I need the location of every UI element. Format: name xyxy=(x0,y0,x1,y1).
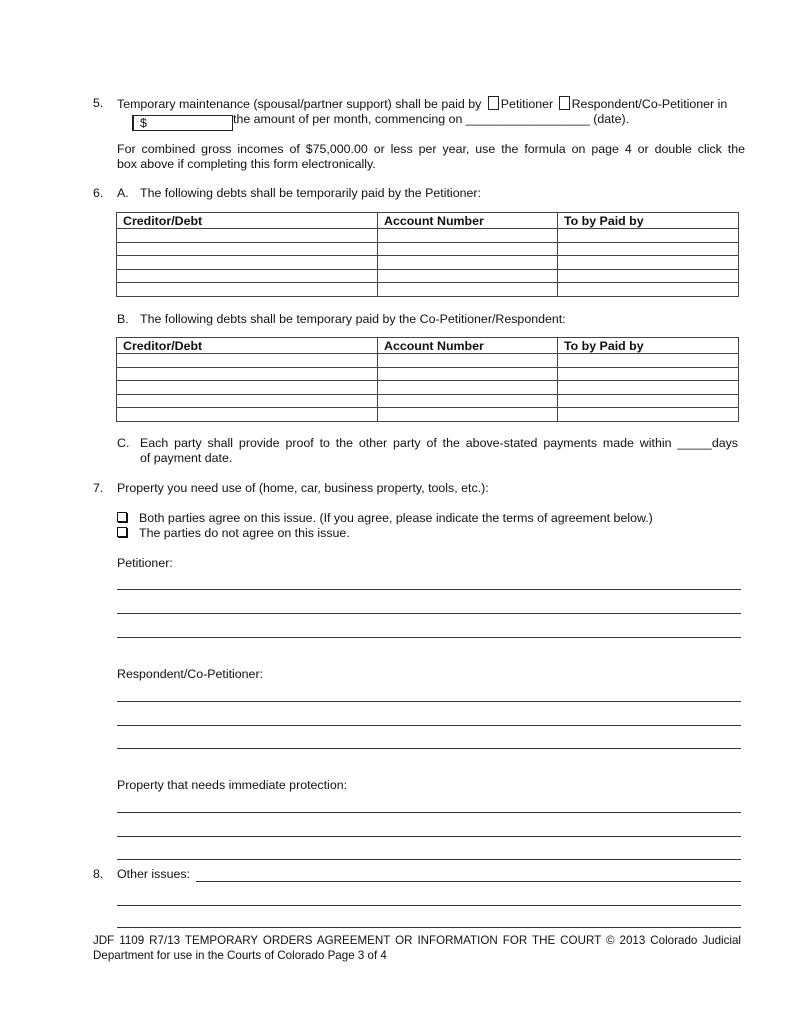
petitioner-label: Petitioner: xyxy=(117,556,173,570)
respondent-blank-line[interactable] xyxy=(117,725,741,726)
table-cell[interactable] xyxy=(378,367,558,381)
respondent-option-label: Respondent/Co-Petitioner in xyxy=(571,97,728,111)
table-row xyxy=(117,256,739,270)
table-cell[interactable] xyxy=(378,408,558,422)
table-row xyxy=(117,354,739,368)
header-to-be-paid-by: To by Paid by xyxy=(558,338,739,354)
petitioner-blank-line[interactable] xyxy=(117,637,741,638)
table-cell[interactable] xyxy=(117,381,378,395)
respondent-checkbox[interactable] xyxy=(559,96,570,110)
protection-blank-line[interactable] xyxy=(117,812,741,813)
header-creditor-debt: Creditor/Debt xyxy=(117,213,378,229)
respondent-blank-line[interactable] xyxy=(117,701,741,702)
table-cell[interactable] xyxy=(117,367,378,381)
table-cell[interactable] xyxy=(117,394,378,408)
disagree-checkbox[interactable] xyxy=(117,527,127,537)
table-cell[interactable] xyxy=(378,354,558,368)
table-header-row xyxy=(117,213,739,229)
page-footer xyxy=(93,933,743,963)
table-cell[interactable] xyxy=(117,256,378,270)
table-cell[interactable] xyxy=(378,394,558,408)
dollar-sign: $ xyxy=(140,116,147,130)
item-6b-text: The following debts shall be temporary paid by the Co-Petitioner/Respondent: xyxy=(140,312,566,326)
header-account-number: Account Number xyxy=(378,213,558,229)
agree-option-label: Both parties agree on this issue. (If you agree, please indicate the terms of agreement below.) xyxy=(139,511,653,525)
item-5-note-line-2: box above if completing this form electronically. xyxy=(117,157,376,171)
table-cell[interactable] xyxy=(558,354,739,368)
item-6a-label: A. xyxy=(117,186,129,200)
agree-checkbox[interactable] xyxy=(117,512,127,522)
other-issues-blank-line[interactable] xyxy=(117,905,741,906)
maintenance-amount-field[interactable] xyxy=(132,115,233,131)
other-issues-blank-line[interactable] xyxy=(117,927,741,928)
table-cell[interactable] xyxy=(378,229,558,243)
table-cell[interactable] xyxy=(378,381,558,395)
respondent-debts-table xyxy=(116,337,739,422)
item-6b-label: B. xyxy=(117,312,129,326)
protection-label: Property that needs immediate protection: xyxy=(117,778,348,792)
table-cell[interactable] xyxy=(117,229,378,243)
petitioner-option-label: Petitioner xyxy=(500,97,554,111)
item-5-amount-text: the amount of per month, commencing on __________________ (date). xyxy=(233,112,630,126)
table-cell[interactable] xyxy=(378,269,558,283)
item-6a-text: The following debts shall be temporarily paid by the Petitioner: xyxy=(140,186,481,200)
table-cell[interactable] xyxy=(378,283,558,297)
table-cell[interactable] xyxy=(558,367,739,381)
disagree-option-label: The parties do not agree on this issue. xyxy=(139,526,350,540)
item-8-number: 8. xyxy=(93,867,104,881)
disagree-option[interactable] xyxy=(117,526,350,540)
table-row xyxy=(117,381,739,395)
footer-line-2: Department for use in the Courts of Colorado Page 3 of 4 xyxy=(93,949,387,962)
table-cell[interactable] xyxy=(558,408,739,422)
table-cell[interactable] xyxy=(558,269,739,283)
respondent-blank-line[interactable] xyxy=(117,748,741,749)
table-row xyxy=(117,408,739,422)
table-cell[interactable] xyxy=(117,354,378,368)
agree-option[interactable] xyxy=(117,511,653,525)
petitioner-blank-line[interactable] xyxy=(117,589,741,590)
item-5-number: 5. xyxy=(93,96,104,110)
table-row xyxy=(117,367,739,381)
table-header-row xyxy=(117,338,739,354)
table-cell[interactable] xyxy=(558,394,739,408)
item-6c-text-line-1: Each party shall provide proof to the other party of the above-stated payments made within _____days xyxy=(140,436,738,450)
table-cell[interactable] xyxy=(117,242,378,256)
item-7-number: 7. xyxy=(93,481,104,495)
table-cell[interactable] xyxy=(117,408,378,422)
item-6c-label: C. xyxy=(117,436,130,450)
table-cell[interactable] xyxy=(117,269,378,283)
table-row xyxy=(117,283,739,297)
header-creditor-debt: Creditor/Debt xyxy=(117,338,378,354)
table-cell[interactable] xyxy=(117,283,378,297)
table-row xyxy=(117,242,739,256)
other-issues-blank-line[interactable] xyxy=(196,881,741,882)
table-row xyxy=(117,229,739,243)
item-5-note-line-1: For combined gross incomes of $75,000.00 or less per year, use the formula on page 4 or double click the xyxy=(117,142,745,156)
table-cell[interactable] xyxy=(558,256,739,270)
petitioner-checkbox[interactable] xyxy=(488,96,499,110)
item-6c-text-line-2: of payment date. xyxy=(140,451,233,465)
respondent-label: Respondent/Co-Petitioner: xyxy=(117,667,264,681)
item-5-line-1 xyxy=(117,96,727,111)
footer-line-1: JDF 1109 R7/13 TEMPORARY ORDERS AGREEMENT OR INFORMATION FOR THE COURT © 2013 Colorado Judicial xyxy=(93,934,741,947)
item-7-text: Property you need use of (home, car, business property, tools, etc.): xyxy=(117,481,489,495)
table-cell[interactable] xyxy=(378,242,558,256)
protection-blank-line[interactable] xyxy=(117,859,741,860)
protection-blank-line[interactable] xyxy=(117,836,741,837)
header-account-number: Account Number xyxy=(378,338,558,354)
header-to-be-paid-by: To by Paid by xyxy=(558,213,739,229)
item-8-text: Other issues: xyxy=(117,867,190,881)
table-row xyxy=(117,269,739,283)
item-6-number: 6. xyxy=(93,186,104,200)
table-cell[interactable] xyxy=(378,256,558,270)
table-cell[interactable] xyxy=(558,229,739,243)
petitioner-debts-table xyxy=(116,212,739,297)
table-cell[interactable] xyxy=(558,381,739,395)
petitioner-blank-line[interactable] xyxy=(117,613,741,614)
table-cell[interactable] xyxy=(558,283,739,297)
item-5-text: Temporary maintenance (spousal/partner support) shall be paid by xyxy=(117,97,482,111)
table-cell[interactable] xyxy=(558,242,739,256)
table-row xyxy=(117,394,739,408)
